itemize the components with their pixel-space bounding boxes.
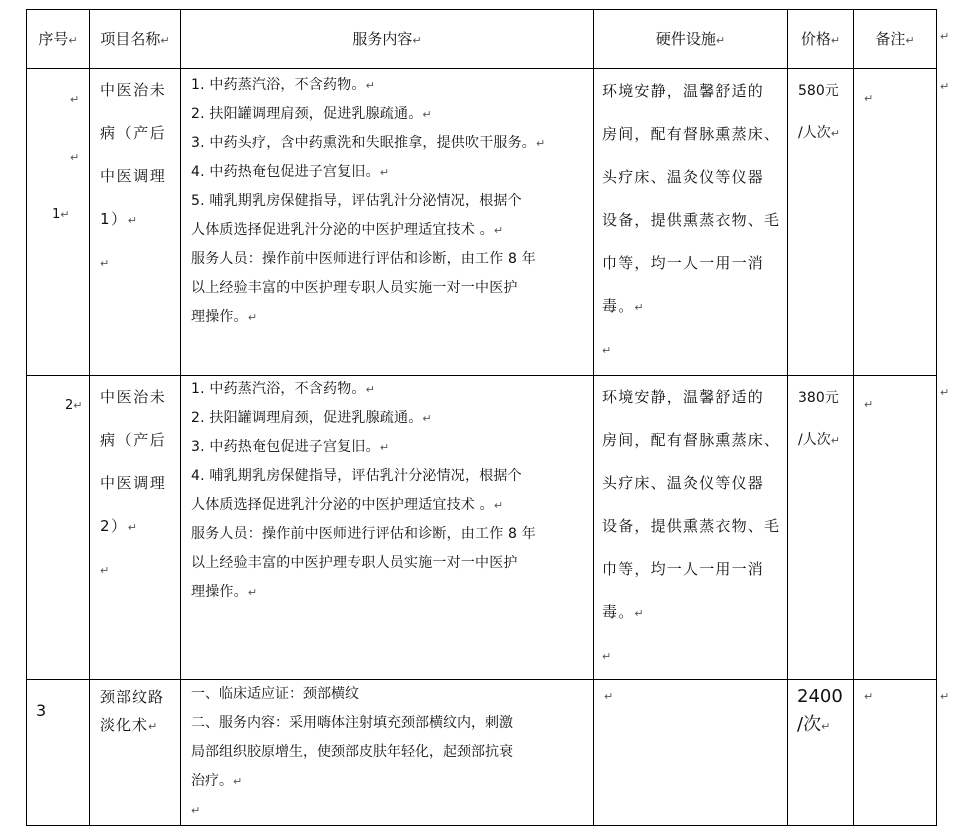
service-line: [191, 578, 591, 607]
header-service: [181, 29, 593, 51]
row-name: [100, 376, 180, 592]
paragraph-mark: ↵: [821, 720, 831, 733]
price-line: [798, 112, 852, 155]
service-line-text: 1. 中药蒸汽浴，不含药物。: [191, 381, 366, 397]
service-line: [191, 216, 591, 245]
service-line-text: 人体质选择促进乳汁分泌的中医护理适宜技术 。: [191, 497, 494, 513]
service-line: [191, 303, 591, 332]
row-service: [191, 680, 591, 825]
row-end-mark: ↵: [940, 690, 950, 703]
service-line: [191, 491, 591, 520]
paragraph-mark: ↵: [602, 650, 613, 663]
paragraph-mark: ↵: [70, 151, 80, 164]
paragraph-mark: ↵: [127, 521, 139, 534]
service-line-text: 人体质选择促进乳汁分泌的中医护理适宜技术 。: [191, 222, 494, 238]
service-line: [191, 71, 591, 100]
paragraph-mark: ↵: [100, 564, 111, 577]
price-line: 580元: [798, 83, 839, 99]
service-line: 4. 哺乳期乳房保健指导，评估乳汁分泌情况，根据个: [191, 468, 522, 484]
service-line: 以上经验丰富的中医护理专职人员实施一对一中医护: [191, 280, 518, 296]
header-service-text: 服务内容: [352, 30, 413, 48]
paragraph-mark: ↵: [715, 34, 726, 47]
column-divider: [787, 9, 788, 826]
service-line-text: 2. 扶阳罐调理肩颈，促进乳腺疏通。: [191, 410, 423, 426]
service-line-text: 2. 扶阳罐调理肩颈，促进乳腺疏通。: [191, 106, 423, 122]
price-line-text: /人次: [798, 432, 831, 448]
paragraph-mark: ↵: [493, 499, 504, 512]
name-line: 中医治未: [100, 388, 167, 406]
paragraph-mark: ↵: [422, 108, 432, 121]
paragraph-mark: ↵: [247, 586, 258, 599]
paragraph-mark: ↵: [247, 311, 258, 324]
service-line-text: 理操作。: [191, 309, 248, 325]
service-line-text: 3. 中药头疗，含中药熏洗和失眠推拿，提供吹干服务。: [191, 135, 537, 151]
name-line-text: 1）: [100, 210, 128, 228]
row-price: [797, 683, 851, 741]
service-line: 二、服务内容：采用嗨体注射填充颈部横纹内，刺激: [191, 715, 513, 731]
service-line: [191, 404, 591, 433]
service-line: [191, 375, 591, 404]
service-line: 一、临床适应证：颈部横纹: [191, 686, 359, 702]
price-line: 380元: [798, 390, 839, 406]
service-line-text: 4. 中药热奄包促进子宫复旧。: [191, 164, 380, 180]
paragraph-mark: ↵: [70, 93, 80, 106]
hardware-line: 房间，配有督脉熏蒸床、: [602, 431, 781, 449]
hardware-line: 头疗床、温灸仪等仪器: [602, 168, 765, 186]
table-border-left: [26, 9, 27, 826]
row-service: [191, 375, 591, 607]
row-seq-text: 3: [36, 701, 47, 720]
hardware-line: 环境安静，温馨舒适的: [602, 82, 765, 100]
hardware-line-text: 毒。: [602, 297, 635, 315]
hardware-line: 巾等，均一人一用一消: [602, 560, 765, 578]
paragraph-mark: ↵: [365, 79, 376, 92]
paragraph-mark: ↵: [191, 804, 201, 817]
header-name: [90, 29, 180, 51]
row-hardware: [602, 376, 786, 678]
header-price-text: 价格: [800, 30, 831, 48]
header-note-text: 备注: [875, 30, 906, 48]
price-line-text: /人次: [798, 125, 831, 141]
column-divider: [180, 9, 181, 826]
service-line: 服务人员：操作前中医师进行评估和诊断，由工作 8 年: [191, 251, 537, 267]
hardware-mark: ↵: [604, 690, 614, 703]
service-line-text: 3. 中药热奄包促进子宫复旧。: [191, 439, 380, 455]
paragraph-mark: ↵: [60, 208, 70, 221]
price-line-text: /次: [797, 714, 822, 735]
paragraph-mark: ↵: [68, 34, 78, 47]
row-end-mark: ↵: [940, 80, 950, 93]
note-mark: ↵: [864, 92, 874, 105]
row-end-mark: ↵: [940, 386, 950, 399]
hardware-line: 环境安静，温馨舒适的: [602, 388, 765, 406]
name-line: 病（产后: [100, 431, 167, 449]
row-seq: [52, 207, 70, 222]
paragraph-mark: ↵: [233, 775, 243, 788]
service-line: 以上经验丰富的中医护理专职人员实施一对一中医护: [191, 555, 518, 571]
name-line: [100, 505, 180, 549]
name-line: [100, 711, 180, 741]
header-name-text: 项目名称: [100, 30, 161, 48]
service-line-text: 理操作。: [191, 584, 248, 600]
paragraph-mark: ↵: [634, 607, 645, 620]
price-line: [797, 711, 851, 741]
paragraph-mark: ↵: [160, 34, 170, 47]
header-hardware: [594, 29, 787, 51]
paragraph-mark: ↵: [422, 412, 432, 425]
table-border-right: [936, 9, 937, 826]
service-line: 局部组织胶原增生，使颈部皮肤年轻化，起颈部抗衰: [191, 744, 513, 760]
service-line: 服务人员：操作前中医师进行评估和诊断，由工作 8 年: [191, 526, 537, 542]
service-line: [191, 767, 591, 796]
table-border-top: [26, 9, 936, 10]
paragraph-mark: ↵: [365, 383, 376, 396]
note-mark: ↵: [864, 690, 874, 703]
paragraph-mark: ↵: [493, 224, 504, 237]
hardware-line: 头疗床、温灸仪等仪器: [602, 474, 765, 492]
paragraph-mark: ↵: [602, 344, 613, 357]
paragraph-mark: ↵: [73, 399, 83, 412]
row-seq-text: 1: [52, 207, 61, 222]
service-line: [191, 129, 591, 158]
row-name: [100, 69, 180, 285]
name-line-text: 2）: [100, 517, 128, 535]
row-hardware: [602, 70, 786, 372]
header-price: [788, 29, 853, 51]
hardware-line: 设备，提供熏蒸衣物、毛: [602, 211, 781, 229]
row-end-mark: ↵: [940, 30, 950, 43]
service-line: [191, 158, 591, 187]
row-price: [798, 70, 852, 155]
hardware-line: 设备，提供熏蒸衣物、毛: [602, 517, 781, 535]
paragraph-mark: ↵: [536, 137, 546, 150]
name-line: 中医治未: [100, 81, 167, 99]
column-divider: [593, 9, 594, 826]
service-line: [191, 100, 591, 129]
paragraph-mark: ↵: [100, 257, 111, 270]
header-hardware-text: 硬件设施: [655, 30, 716, 48]
name-line: 中医调理: [100, 167, 167, 185]
paragraph-mark: ↵: [379, 441, 390, 454]
row-seq: [65, 398, 83, 413]
name-line: 病（产后: [100, 124, 167, 142]
hardware-line-text: 毒。: [602, 603, 635, 621]
paragraph-mark: ↵: [830, 34, 841, 47]
row-service: [191, 71, 591, 332]
paragraph-mark: ↵: [830, 434, 840, 447]
paragraph-mark: ↵: [634, 301, 645, 314]
header-note: [854, 29, 936, 51]
service-line-text: 1. 中药蒸汽浴，不含药物。: [191, 77, 366, 93]
price-line: 2400: [797, 686, 843, 707]
row-name: [100, 683, 180, 741]
paragraph-mark: ↵: [412, 34, 422, 47]
name-line: [100, 198, 180, 242]
name-line: 中医调理: [100, 474, 167, 492]
column-divider: [89, 9, 90, 826]
hardware-line: [602, 591, 786, 635]
table-border-bottom: [26, 825, 936, 826]
paragraph-mark: ↵: [379, 166, 390, 179]
service-line: 5. 哺乳期乳房保健指导，评估乳汁分泌情况，根据个: [191, 193, 522, 209]
name-line: 颈部纹路: [100, 688, 165, 706]
paragraph-mark: ↵: [127, 214, 139, 227]
column-divider: [853, 9, 854, 826]
paragraph-mark: ↵: [905, 34, 915, 47]
hardware-line: [602, 285, 786, 329]
note-mark: ↵: [864, 398, 874, 411]
row-seq: [36, 701, 46, 720]
service-line-text: 治疗。: [191, 773, 233, 789]
header-seq: [27, 29, 89, 51]
paragraph-mark: ↵: [830, 127, 840, 140]
row-price: [798, 377, 852, 462]
hardware-line: 房间，配有督脉熏蒸床、: [602, 125, 781, 143]
name-line-text: 淡化术: [100, 716, 149, 734]
service-line: [191, 433, 591, 462]
price-line: [798, 419, 852, 462]
paragraph-mark: ↵: [148, 720, 159, 733]
row-seq-text: 2: [65, 398, 74, 413]
hardware-line: 巾等，均一人一用一消: [602, 254, 765, 272]
header-seq-text: 序号: [38, 30, 69, 48]
